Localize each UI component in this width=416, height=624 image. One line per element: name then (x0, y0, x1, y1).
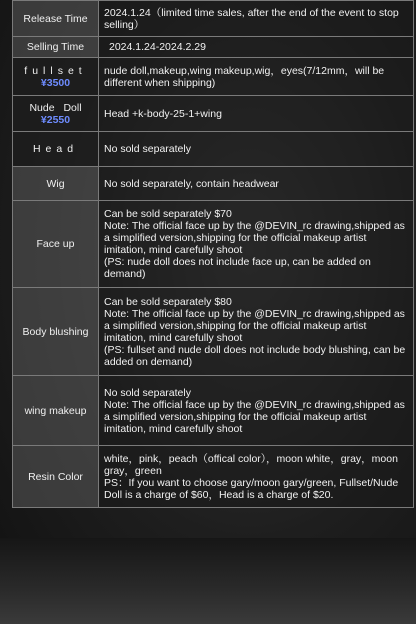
table-row (13, 201, 414, 288)
value-line: (PS: nude doll does not include face up, can be added on demand) (104, 256, 371, 280)
value-line: Note: The official face up by the @DEVIN_rc drawing,shipped as a simplified version,shipping for the official makeup artist imitation, mind carefully shoot (104, 220, 405, 256)
row-label: Head (13, 132, 99, 167)
row-label: Wig (13, 167, 99, 201)
label-text: fullset (24, 64, 87, 77)
row-label: Resin Color (13, 446, 99, 508)
price-text: ¥2550 (40, 113, 71, 126)
row-label: wing makeup (13, 376, 99, 446)
value-line: Can be sold separately $80 (104, 295, 232, 308)
row-value (99, 376, 414, 446)
value-line: PS：If you want to choose gary/moon gary/green, Fullset/Nude Doll is a charge of $60，Head is a charge of $20. (104, 476, 399, 501)
spec-table (12, 0, 414, 508)
row-value: 2024.1.24（limited time sales, after the end of the event to stop selling） (99, 1, 414, 37)
table-row (13, 167, 414, 201)
table-row (13, 58, 414, 96)
row-value: Head +k-body-25-1+wing (99, 96, 414, 132)
row-value: No sold separately, contain headwear (99, 167, 414, 201)
value-line: (PS: fullset and nude doll does not include body blushing, can be added on demand) (104, 343, 406, 368)
value-line: Note: The official face up by the @DEVIN_rc drawing,shipped as a simplified version,shipping for the official makeup artist imitation, mind carefully shoot (104, 398, 405, 435)
row-value (99, 201, 414, 288)
row-value: 2024.1.24-2024.2.29 (99, 37, 414, 58)
table-row (13, 446, 414, 508)
price-text: ¥3500 (40, 76, 71, 89)
table-row (13, 288, 414, 376)
table-row (13, 376, 414, 446)
row-value: nude doll,makeup,wing makeup,wig，eyes(7/12mm，will be different when shipping) (99, 58, 414, 96)
label-text: Nude Doll (29, 101, 82, 114)
table-row (13, 96, 414, 132)
row-label: Release Time (13, 1, 99, 37)
row-label (13, 96, 99, 132)
row-label: Selling Time (13, 37, 99, 58)
row-label: Body blushing (13, 288, 99, 376)
value-line: Note: The official face up by the @DEVIN_rc drawing,shipped as a simplified version,shipping for the official makeup artist imitation, mind carefully shoot (104, 307, 405, 344)
value-line: white，pink，peach（offical color），moon white，gray，moon gray，green (104, 452, 398, 477)
table-row (13, 132, 414, 167)
background-blur (0, 538, 416, 624)
table-row (13, 37, 414, 58)
row-value (99, 288, 414, 376)
row-value: No sold separately (99, 132, 414, 167)
row-label: Face up (13, 201, 99, 288)
row-value (99, 446, 414, 508)
value-line: No sold separately (104, 386, 191, 399)
table-row (13, 1, 414, 37)
row-label (13, 58, 99, 96)
value-line: Can be sold separately $70 (104, 208, 232, 220)
